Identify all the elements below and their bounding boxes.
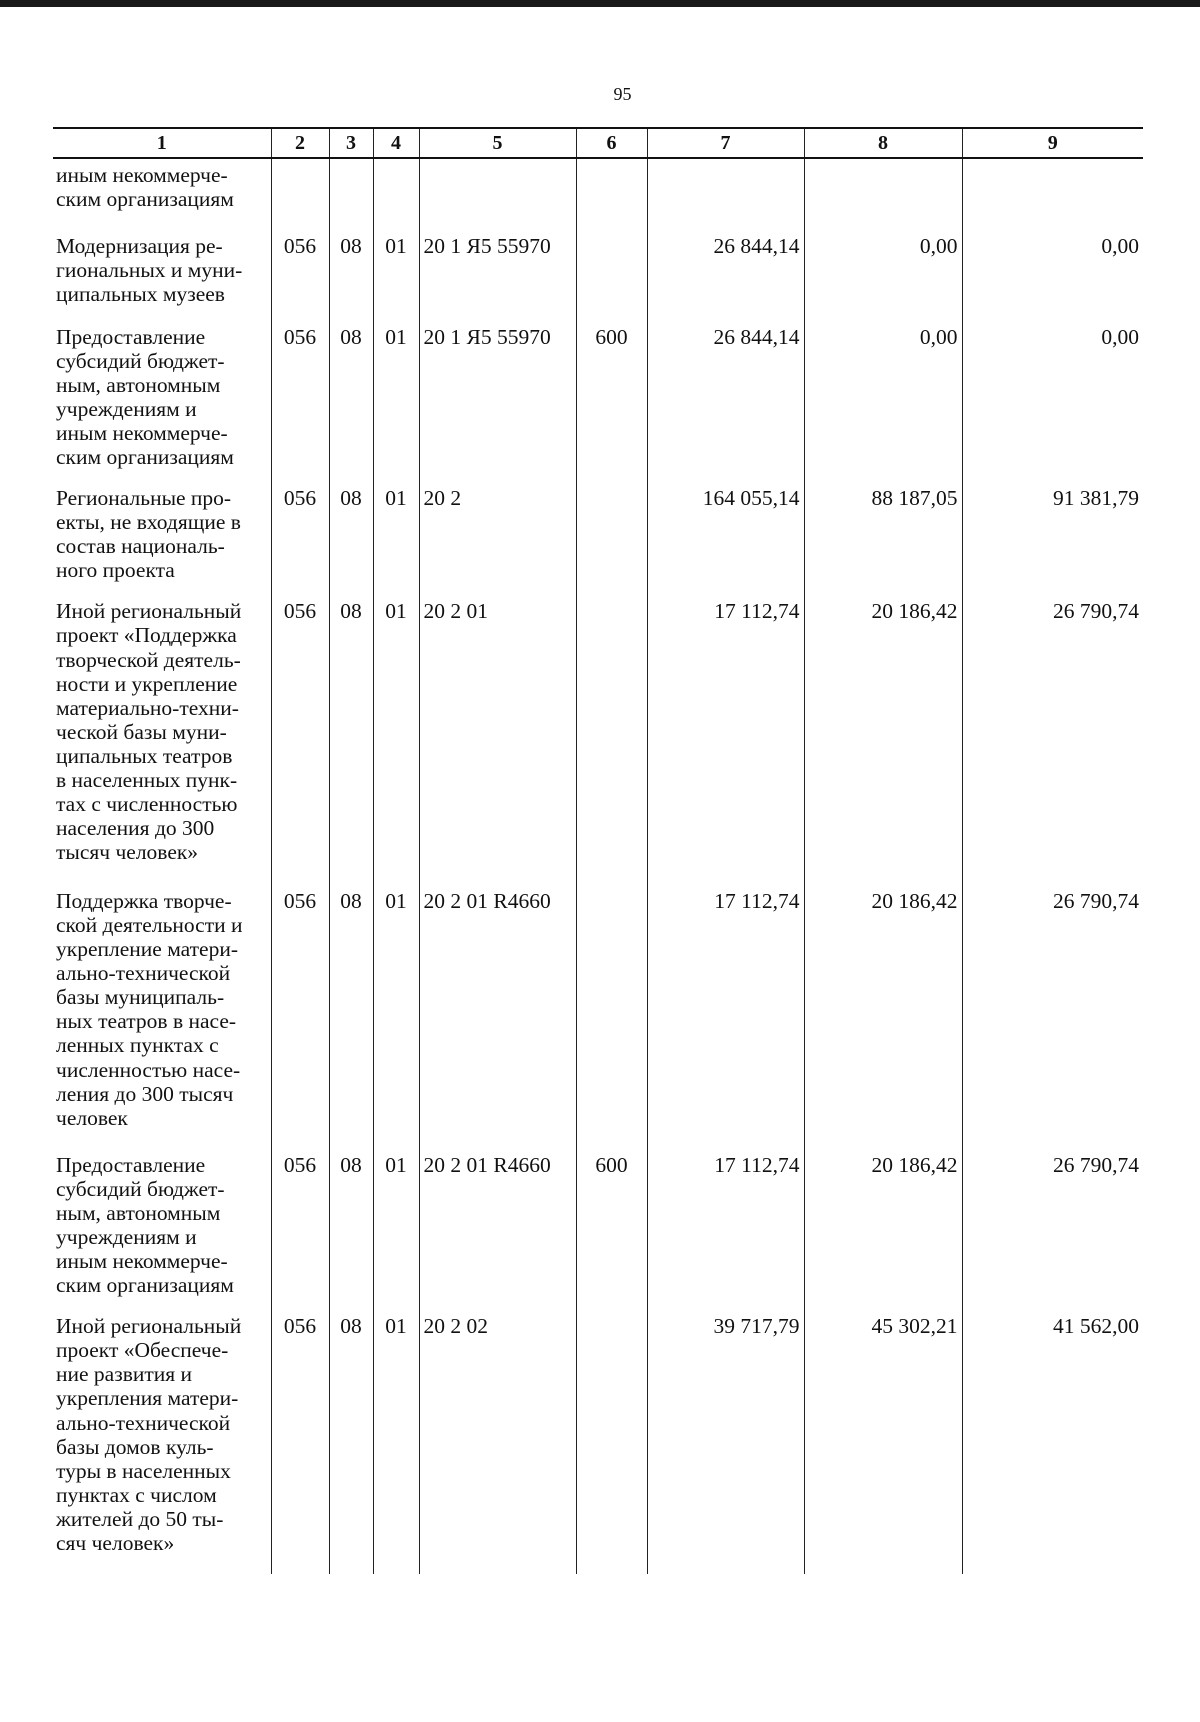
col-6-cell [576,158,647,230]
col-3-cell [329,158,373,230]
col-6-cell [576,885,647,1149]
col-6-cell: 600 [576,1149,647,1311]
col-7-cell: 17 112,74 [647,595,804,885]
col-4-cell: 01 [373,885,419,1149]
col-3-cell: 08 [329,1149,373,1311]
column-header-5: 5 [419,128,576,158]
col-8-cell: 88 187,05 [804,482,962,595]
col-6-cell: 600 [576,321,647,483]
col-8-cell: 20 186,42 [804,885,962,1149]
row-name-cell: Предоставление субсидий бюджет- ным, автономным учреждениям и иным некоммерче- ским организациям [53,1149,271,1311]
column-header-7: 7 [647,128,804,158]
col-8-cell [804,158,962,230]
col-2-cell: 056 [271,1310,329,1574]
row-name-cell: Поддержка творче- ской деятельности и укрепление матери- ально-технической базы муниципаль- ных театров в насе- ленных пунктах с численностью насе- ления до 300 тысяч человек [53,885,271,1149]
table-header-row [53,128,1143,158]
col-7-cell: 26 844,14 [647,230,804,320]
row-name-cell: Модернизация ре- гиональных и муни- ципальных музеев [53,230,271,320]
table-row [53,158,1143,230]
col-8-cell: 45 302,21 [804,1310,962,1574]
row-name-cell: Региональные про- екты, не входящие в состав националь- ного проекта [53,482,271,595]
col-2-cell: 056 [271,230,329,320]
col-4-cell: 01 [373,1310,419,1574]
col-9-cell: 0,00 [962,230,1143,320]
table-row [53,885,1143,1149]
col-8-cell: 20 186,42 [804,595,962,885]
col-5-cell [419,158,576,230]
col-9-cell: 91 381,79 [962,482,1143,595]
table-row [53,1149,1143,1311]
col-7-cell: 17 112,74 [647,885,804,1149]
col-6-cell [576,230,647,320]
col-4-cell: 01 [373,482,419,595]
col-4-cell: 01 [373,230,419,320]
table-body [53,158,1143,1574]
col-4-cell: 01 [373,321,419,483]
col-3-cell: 08 [329,482,373,595]
col-9-cell [962,158,1143,230]
column-header-6: 6 [576,128,647,158]
col-7-cell: 39 717,79 [647,1310,804,1574]
scan-top-edge [0,0,1200,7]
col-8-cell: 20 186,42 [804,1149,962,1311]
col-2-cell: 056 [271,482,329,595]
col-2-cell: 056 [271,595,329,885]
col-4-cell [373,158,419,230]
col-5-cell: 20 2 02 [419,1310,576,1574]
col-9-cell: 0,00 [962,321,1143,483]
table-row [53,595,1143,885]
col-3-cell: 08 [329,230,373,320]
col-7-cell: 17 112,74 [647,1149,804,1311]
col-2-cell: 056 [271,321,329,483]
column-header-9: 9 [962,128,1143,158]
column-header-3: 3 [329,128,373,158]
col-3-cell: 08 [329,885,373,1149]
column-header-1: 1 [53,128,271,158]
col-9-cell: 41 562,00 [962,1310,1143,1574]
col-9-cell: 26 790,74 [962,595,1143,885]
col-5-cell: 20 2 01 R4660 [419,885,576,1149]
col-4-cell: 01 [373,1149,419,1311]
col-5-cell: 20 2 01 [419,595,576,885]
col-6-cell [576,482,647,595]
col-9-cell: 26 790,74 [962,1149,1143,1311]
col-5-cell: 20 2 01 R4660 [419,1149,576,1311]
col-2-cell: 056 [271,1149,329,1311]
row-name-cell: Предоставление субсидий бюджет- ным, автономным учреждениям и иным некоммерче- ским организациям [53,321,271,483]
col-6-cell [576,595,647,885]
col-7-cell [647,158,804,230]
col-2-cell [271,158,329,230]
table-row [53,321,1143,483]
col-4-cell: 01 [373,595,419,885]
col-9-cell: 26 790,74 [962,885,1143,1149]
column-header-4: 4 [373,128,419,158]
col-8-cell: 0,00 [804,321,962,483]
col-5-cell: 20 2 [419,482,576,595]
col-5-cell: 20 1 Я5 55970 [419,230,576,320]
col-3-cell: 08 [329,595,373,885]
row-name-cell: иным некоммерче- ским организациям [53,158,271,230]
col-7-cell: 164 055,14 [647,482,804,595]
col-5-cell: 20 1 Я5 55970 [419,321,576,483]
budget-table [53,127,1143,1574]
table-row [53,482,1143,595]
col-7-cell: 26 844,14 [647,321,804,483]
col-8-cell: 0,00 [804,230,962,320]
table-row [53,1310,1143,1574]
column-header-2: 2 [271,128,329,158]
row-name-cell: Иной региональный проект «Обеспече- ние развития и укрепления матери- ально-технической базы домов куль- туры в населенных пунктах с числом жителей до 50 ты- сяч человек» [53,1310,271,1574]
column-header-8: 8 [804,128,962,158]
row-name-cell: Иной региональный проект «Поддержка творческой деятель- ности и укрепление материально-техни- ческой базы муни- ципальных театров в населенных пунк- тах с численностью населения до 300 тысяч человек» [53,595,271,885]
page-number: 95 [613,84,632,104]
col-3-cell: 08 [329,1310,373,1574]
col-2-cell: 056 [271,885,329,1149]
table-row [53,230,1143,320]
col-6-cell [576,1310,647,1574]
col-3-cell: 08 [329,321,373,483]
